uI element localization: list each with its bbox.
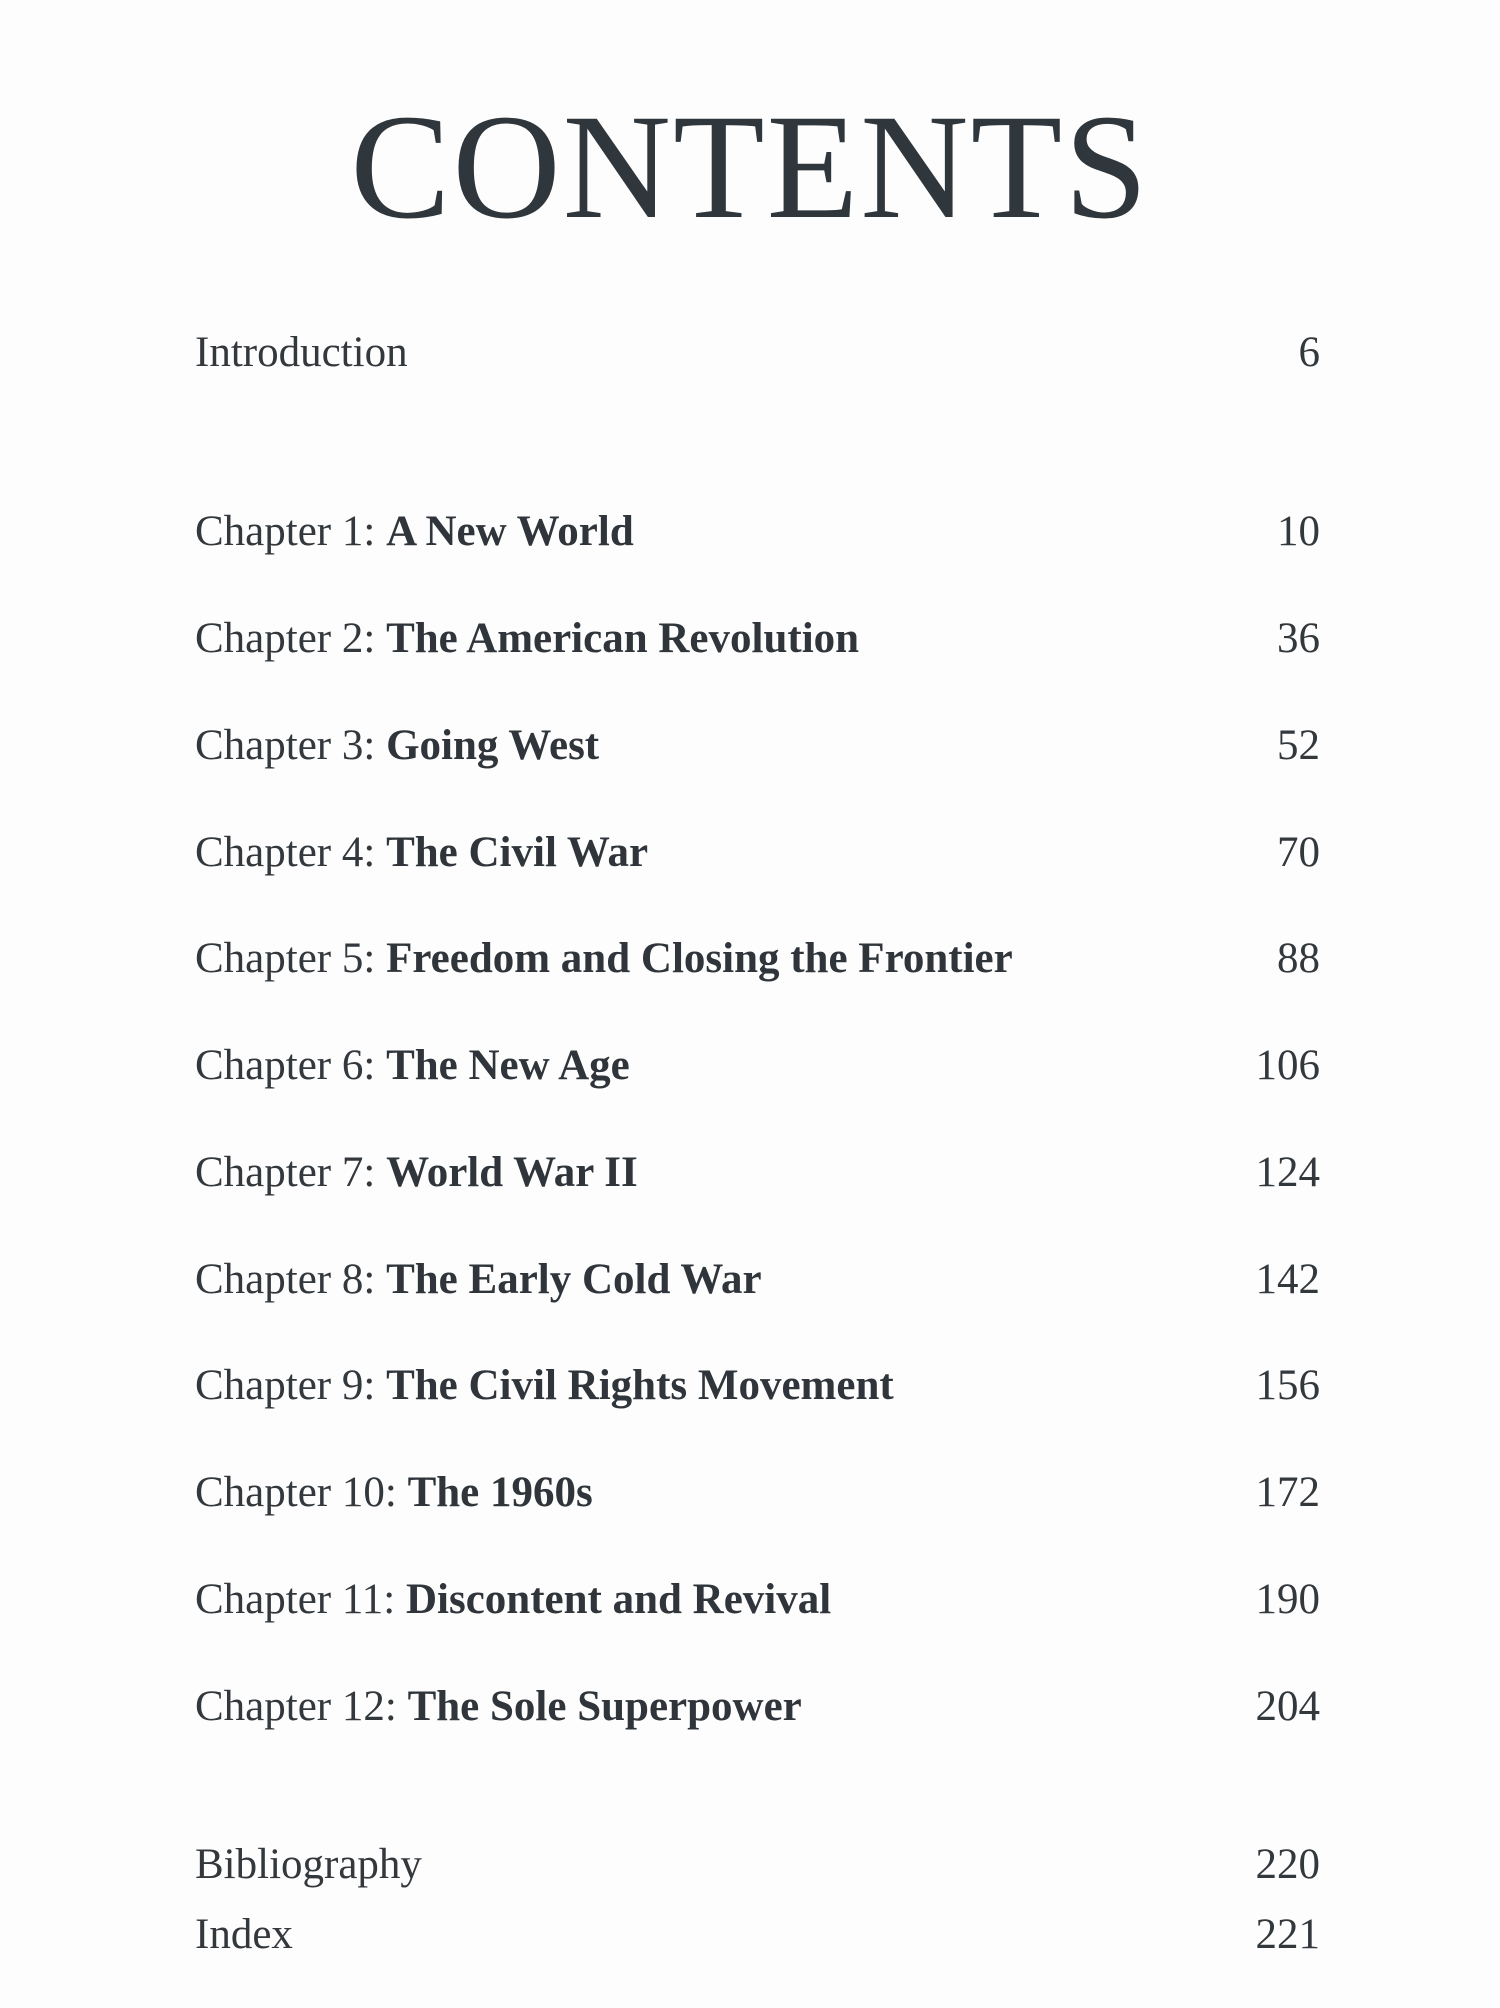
chapter-number: Chapter 1: [195, 508, 387, 555]
toc-entry-label: Introduction [195, 329, 408, 376]
toc-page-number: 52 [1277, 722, 1320, 769]
chapter-number: Chapter 10: [195, 1469, 408, 1516]
toc-entry-chapter-6[interactable] [195, 1036, 1320, 1096]
toc-page-number: 142 [1255, 1256, 1320, 1303]
chapter-number: Chapter 3: [195, 722, 387, 769]
toc-page-number: 36 [1277, 615, 1320, 662]
chapter-number: Chapter 5: [195, 935, 387, 982]
chapter-title: The Sole Superpower [407, 1683, 802, 1730]
chapter-number: Chapter 7: [195, 1149, 387, 1196]
toc-page-number: 124 [1255, 1149, 1320, 1196]
chapter-number: Chapter 12: [195, 1683, 408, 1730]
chapter-title: A New World [386, 508, 634, 555]
toc-entry-index[interactable] [195, 1905, 1320, 1965]
toc-entry-chapter-3[interactable] [195, 716, 1320, 776]
toc-page-number: 6 [1298, 329, 1320, 376]
chapter-title: The American Revolution [386, 615, 860, 662]
chapter-title: The Early Cold War [386, 1256, 762, 1303]
toc-entry-chapter-7[interactable] [195, 1143, 1320, 1203]
chapter-number: Chapter 9: [195, 1362, 387, 1409]
toc-page-number: 70 [1277, 829, 1320, 876]
toc-page-number: 10 [1277, 508, 1320, 555]
page-title: CONTENTS [350, 84, 1150, 250]
chapter-title: The 1960s [407, 1469, 593, 1516]
toc-entry-chapter-4[interactable] [195, 823, 1320, 883]
toc-entry-chapter-8[interactable] [195, 1250, 1320, 1310]
chapter-title: Freedom and Closing the Frontier [386, 935, 1013, 982]
chapter-title: The New Age [386, 1042, 630, 1089]
chapter-title: The Civil Rights Movement [386, 1362, 894, 1409]
toc-entry-chapter-2[interactable] [195, 609, 1320, 669]
toc-entry-introduction[interactable] [195, 323, 1320, 383]
chapter-number: Chapter 11: [195, 1576, 406, 1623]
toc-entry-chapter-10[interactable] [195, 1463, 1320, 1523]
chapter-number: Chapter 8: [195, 1256, 387, 1303]
toc-entry-label: Bibliography [195, 1841, 422, 1888]
toc-page-number: 172 [1255, 1469, 1320, 1516]
toc-page-number: 220 [1255, 1841, 1320, 1888]
toc-entry-label: Index [195, 1911, 293, 1958]
toc-page-number: 88 [1277, 935, 1320, 982]
toc-entry-chapter-11[interactable] [195, 1570, 1320, 1630]
chapter-title: Discontent and Revival [405, 1576, 832, 1623]
toc-entry-chapter-12[interactable] [195, 1677, 1320, 1737]
toc-entry-chapter-9[interactable] [195, 1356, 1320, 1416]
toc-page-number: 156 [1255, 1362, 1320, 1409]
chapter-title: The Civil War [386, 829, 649, 876]
toc-page-number: 106 [1255, 1042, 1320, 1089]
chapter-number: Chapter 4: [195, 829, 387, 876]
toc-entry-bibliography[interactable] [195, 1835, 1320, 1895]
toc-page-number: 204 [1255, 1683, 1320, 1730]
chapter-title: Going West [386, 722, 600, 769]
toc-entry-chapter-5[interactable] [195, 929, 1320, 989]
chapter-title: World War II [386, 1149, 638, 1196]
chapter-number: Chapter 6: [195, 1042, 387, 1089]
toc-page-number: 221 [1255, 1911, 1320, 1958]
chapter-number: Chapter 2: [195, 615, 387, 662]
toc-page-number: 190 [1255, 1576, 1320, 1623]
toc-entry-chapter-1[interactable] [195, 502, 1320, 562]
